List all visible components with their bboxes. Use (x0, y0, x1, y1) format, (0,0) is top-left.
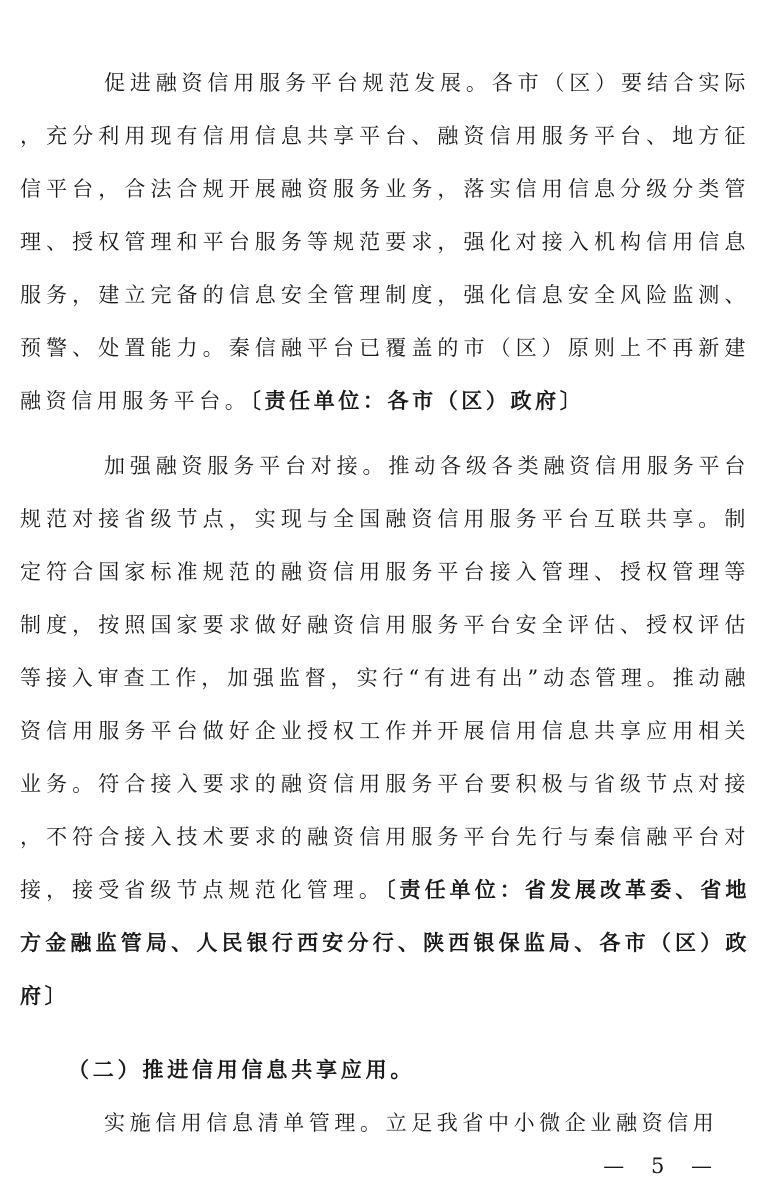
responsibility-note: 〔责任单位：各市（区）政府〕 (250, 389, 585, 413)
page-number: — 5 — (603, 1154, 722, 1178)
paragraph-platform-development (20, 57, 750, 428)
paragraph-list-management (20, 1097, 750, 1150)
paragraph-platform-connection (20, 440, 750, 1023)
paragraph-text: 实施信用信息清单管理。立足我省中小微企业融资信用 (104, 1111, 719, 1135)
responsibility-note: 〔责任单位：省发展改革委、省地方金融监管局、人民银行西安分行、陕西银保监局、各市（区）政府〕 (20, 878, 750, 1008)
section-heading: （二）推进信用信息共享应用。 (68, 1058, 416, 1082)
paragraph-text: 加强融资服务平台对接。推动各级各类融资信用服务平台规范对接省级节点，实现与全国融资信用服务平台互联共享。制定符合国家标准规范的融资信用服务平台接入管理、授权管理等制度，按照国家要求做好融资信用服务平台安全评估、授权评估等接入审查工作，加强监督，实行“有进有出”动态管理。推动融资信用服务平台做好企业授权工作并开展信用信息共享应用相关业务。符合接入要求的融资信用服务平台要积极与省级节点对接，不符合接入技术要求的融资信用服务平台先行与秦信融平台对接，接受省级节点规范化管理。 (20, 454, 750, 902)
paragraph-text: 促进融资信用服务平台规范发展。各市（区）要结合实际，充分利用现有信用信息共享平台、融资信用服务平台、地方征信平台，合法合规开展融资服务业务，落实信用信息分级分类管理、授权管理和平台服务等规范要求，强化对接入机构信用信息服务，建立完备的信息安全管理制度，强化信息安全风险监测、预警、处置能力。秦信融平台已覆盖的市（区）原则上不再新建融资信用服务平台。 (20, 71, 750, 413)
